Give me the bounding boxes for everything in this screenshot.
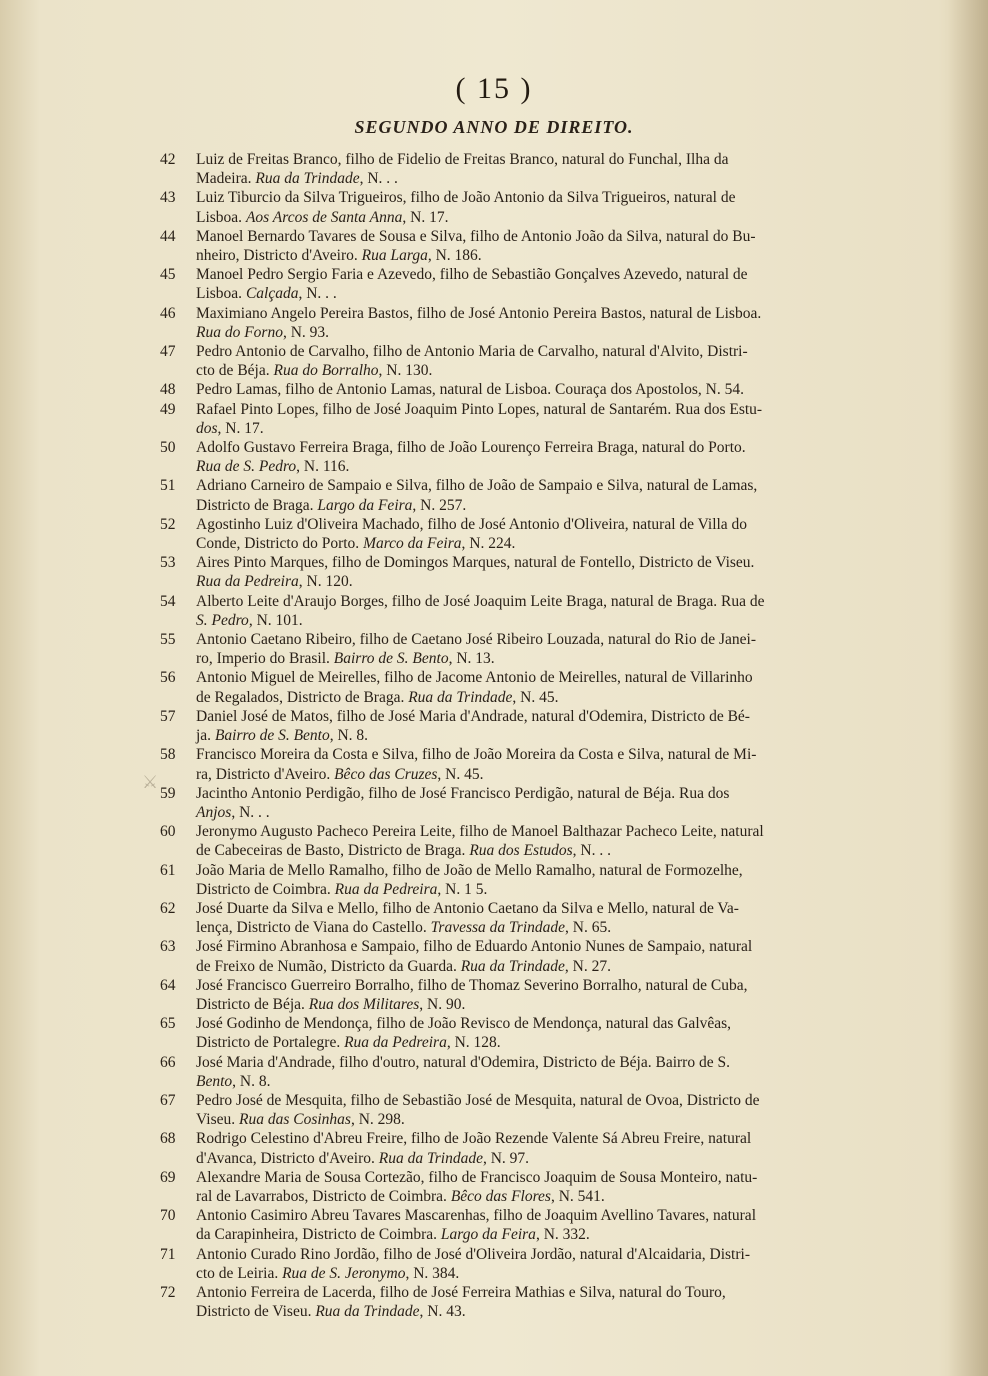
- entry-address: Rua de S. Jeronymo: [282, 1264, 406, 1282]
- entry-place: Districto de Viseu.: [196, 1303, 316, 1321]
- entry-number: 48: [160, 381, 176, 399]
- entry-text: [196, 1129, 860, 1167]
- entry-address: Aos Arcos de Santa Anna: [245, 208, 403, 226]
- entry-text: [196, 1245, 860, 1283]
- entry-address: Rua da Pedreira: [334, 880, 438, 898]
- entry-house-number: , N. 17.: [402, 208, 449, 226]
- list-item: [160, 553, 860, 591]
- entry-line-2: [196, 918, 860, 937]
- entry-number: 67: [160, 1091, 176, 1109]
- entry-number: 58: [160, 746, 176, 764]
- entry-text: [196, 265, 860, 303]
- list-item: [160, 822, 860, 860]
- entry-number: 72: [160, 1283, 176, 1301]
- entry-line-2: [196, 284, 860, 303]
- entry-line-1: Antonio Caetano Ribeiro, filho de Caetano José Ribeiro Louzada, natural do Rio de Janei-: [196, 631, 757, 649]
- entry-place: de Regalados, Districto de Braga.: [196, 688, 409, 706]
- entry-place: nheiro, Districto d'Aveiro.: [196, 247, 362, 265]
- entry-number: 60: [160, 823, 176, 841]
- list-item: [160, 380, 860, 399]
- entry-line-2: [196, 995, 860, 1014]
- student-list: [160, 150, 860, 1321]
- entry-text: [196, 822, 860, 860]
- entry-house-number: , N. . .: [298, 285, 337, 303]
- entry-address: Rua dos Estudos: [469, 842, 573, 860]
- entry-address: dos: [196, 419, 218, 437]
- entry-text: [196, 1014, 860, 1052]
- entry-address: Rua da Pedreira: [344, 1034, 447, 1052]
- entry-house-number: , N. . .: [572, 842, 611, 860]
- entry-place: cto de Leiria.: [196, 1264, 283, 1282]
- entry-number: 47: [160, 343, 176, 361]
- entry-place: Lisboa.: [196, 285, 246, 303]
- entry-line-2: [196, 1225, 860, 1244]
- entry-place: Conde, Districto do Porto.: [196, 535, 364, 553]
- entry-house-number: , N. 27.: [564, 957, 611, 975]
- entry-line-1: José Duarte da Silva e Mello, filho de Antonio Caetano da Silva e Mello, natural de Va-: [196, 899, 739, 917]
- entry-house-number: , N. 224.: [461, 535, 516, 553]
- list-item: [160, 265, 860, 303]
- entry-house-number: , N. 43.: [419, 1303, 466, 1321]
- entry-line-1: Agostinho Luiz d'Oliveira Machado, filho de José Antonio d'Oliveira, natural de Villa do: [196, 515, 748, 533]
- entry-line-2: [196, 649, 860, 668]
- entry-number: 70: [160, 1207, 176, 1225]
- list-item: [160, 342, 860, 380]
- entry-number: 55: [160, 631, 176, 649]
- entry-place: lença, Districto de Viana do Castello.: [196, 919, 431, 937]
- entry-house-number: , N. 97.: [482, 1149, 530, 1167]
- entry-address: Rua do Borralho: [273, 362, 379, 380]
- entry-text: [196, 861, 860, 899]
- list-item: [160, 861, 860, 899]
- entry-address: Rua Larga: [361, 247, 428, 265]
- entry-text: [196, 553, 860, 591]
- list-item: [160, 400, 860, 438]
- entry-address: Anjos: [196, 803, 232, 821]
- entry-number: 54: [160, 592, 176, 610]
- entry-number: 68: [160, 1130, 176, 1148]
- entry-line-1: Antonio Curado Rino Jordão, filho de José d'Oliveira Jordão, natural d'Alcaidaria, Distri-: [196, 1245, 750, 1263]
- entry-address: S. Pedro: [196, 611, 249, 629]
- entry-house-number: , N. 8.: [232, 1072, 271, 1090]
- entry-place: Districto de Coimbra.: [196, 880, 335, 898]
- entry-place: de Cabeceiras de Basto, Districto de Braga.: [196, 842, 470, 860]
- list-item: [160, 1053, 860, 1091]
- entry-line-2: [196, 323, 860, 342]
- list-item: [160, 1014, 860, 1052]
- entry-line-2: [196, 496, 860, 515]
- list-item: [160, 438, 860, 476]
- entry-address: Rua da Trindade: [378, 1149, 483, 1167]
- entry-line-1: Alexandre Maria de Sousa Cortezão, filho de Francisco Joaquim de Sousa Monteiro, natu-: [196, 1168, 758, 1186]
- margin-pencil-mark: ⚔: [142, 772, 159, 792]
- entry-house-number: , N. 65.: [565, 919, 612, 937]
- entry-line-1: Manoel Pedro Sergio Faria e Azevedo, filho de Sebastião Gonçalves Azevedo, natural de: [196, 266, 748, 284]
- entry-number: 43: [160, 189, 176, 207]
- entry-place: ra, Districto d'Aveiro.: [196, 765, 335, 783]
- entry-line-1: Antonio Miguel de Meirelles, filho de Jacome Antonio de Meirelles, natural de Villarinho: [196, 669, 753, 687]
- entry-address: Calçada: [245, 285, 299, 303]
- entry-number: 42: [160, 151, 176, 168]
- entry-address: Bêco das Flores: [450, 1187, 551, 1205]
- entry-address: Rua de S. Pedro: [196, 458, 297, 476]
- entry-place: da Carapinheira, Districto de Coimbra.: [196, 1226, 441, 1244]
- entry-text: [196, 400, 860, 438]
- entry-number: 65: [160, 1015, 176, 1033]
- entry-number: 45: [160, 266, 176, 284]
- entry-house-number: , N. 45.: [512, 688, 559, 706]
- entry-line-1: Maximiano Angelo Pereira Bastos, filho de José Antonio Pereira Bastos, natural de Lisboa.: [196, 304, 762, 322]
- entry-text: [196, 668, 860, 706]
- entry-place: Districto de Portalegre.: [196, 1034, 345, 1052]
- entry-address: Travessa da Trindade: [430, 919, 566, 937]
- list-item: [160, 1206, 860, 1244]
- entry-text: [196, 1053, 860, 1091]
- list-item: [160, 476, 860, 514]
- entry-line-1: Pedro Antonio de Carvalho, filho de Antonio Maria de Carvalho, natural d'Alvito, Distri-: [196, 343, 748, 361]
- entry-address: Rua da Trindade: [460, 957, 565, 975]
- entry-line-2: [196, 169, 860, 188]
- entry-number: 61: [160, 861, 176, 879]
- entry-line-2: [196, 880, 860, 899]
- entry-text: [196, 380, 860, 399]
- page-edge-shadow: [948, 0, 988, 1376]
- list-item: [160, 1245, 860, 1283]
- entry-house-number: , N. 384.: [405, 1264, 460, 1282]
- entry-house-number: , N. 90.: [419, 995, 466, 1013]
- entry-number: 44: [160, 227, 176, 245]
- entry-number: 56: [160, 669, 176, 687]
- entry-line-1: Adriano Carneiro de Sampaio e Silva, filho de João de Sampaio e Silva, natural de Lamas,: [196, 477, 758, 495]
- entry-line-1: José Firmino Abranhosa e Sampaio, filho de Eduardo Antonio Nunes de Sampaio, natural: [196, 938, 753, 956]
- entry-line-1: Francisco Moreira da Costa e Silva, filho de João Moreira da Costa e Silva, natural de Mi-: [196, 746, 757, 764]
- list-item: [160, 1091, 860, 1129]
- entry-text: [196, 745, 860, 783]
- list-item: [160, 630, 860, 668]
- entry-address: Largo da Feira: [440, 1226, 536, 1244]
- entry-address: Rua da Pedreira: [196, 573, 299, 591]
- entry-line-1: Antonio Ferreira de Lacerda, filho de José Ferreira Mathias e Silva, natural do Touro,: [196, 1283, 726, 1301]
- entry-house-number: , N. 1 5.: [437, 880, 488, 898]
- entry-line-1: José Godinho de Mendonça, filho de João Revisco de Mendonça, natural das Galvêas,: [196, 1015, 732, 1033]
- entry-line-2: [196, 611, 860, 630]
- entry-line-2: [196, 726, 860, 745]
- entry-line-2: [196, 572, 860, 591]
- entry-line-1: Luiz Tiburcio da Silva Trigueiros, filho de João Antonio da Silva Trigueiros, natural de: [196, 189, 736, 207]
- entry-place: Districto de Béja.: [196, 995, 309, 1013]
- entry-text: [196, 592, 860, 630]
- entry-house-number: , N. 116.: [296, 458, 350, 476]
- entry-line-1: Rafael Pinto Lopes, filho de José Joaquim Pinto Lopes, natural de Santarém. Rua dos Estu-: [196, 400, 763, 418]
- entry-line-2: [196, 457, 860, 476]
- entry-place: Lisboa.: [196, 208, 246, 226]
- list-item: [160, 1168, 860, 1206]
- entry-house-number: , N. 332.: [535, 1226, 590, 1244]
- entry-house-number: , N. 13.: [448, 650, 495, 668]
- entry-number: 57: [160, 707, 176, 725]
- entry-line-2: [196, 419, 860, 438]
- entry-house-number: , N. . .: [231, 803, 270, 821]
- entry-address: Rua das Cosinhas: [238, 1111, 351, 1129]
- entry-place: de Freixo de Numão, Districto da Guarda.: [196, 957, 461, 975]
- entry-text: [196, 150, 860, 188]
- entry-line-1: Alberto Leite d'Araujo Borges, filho de José Joaquim Leite Braga, natural de Braga. Rua de: [196, 592, 765, 610]
- entry-house-number: , N. 130.: [378, 362, 433, 380]
- entry-line-2: [196, 803, 860, 822]
- entry-text: [196, 342, 860, 380]
- entry-house-number: , N. 298.: [350, 1111, 405, 1129]
- list-item: [160, 976, 860, 1014]
- entry-number: 66: [160, 1053, 176, 1071]
- entry-line-1: Adolfo Gustavo Ferreira Braga, filho de João Lourenço Ferreira Braga, natural do Porto.: [196, 439, 746, 457]
- entry-text: [196, 188, 860, 226]
- section-title: SEGUNDO ANNO DE DIREITO.: [354, 117, 634, 137]
- entry-address: Largo da Feira: [317, 496, 413, 514]
- entry-address: Bairro de S. Bento: [214, 727, 330, 745]
- entry-text: [196, 707, 860, 745]
- entry-address: Bento: [196, 1072, 233, 1090]
- entry-line-2: [196, 1149, 860, 1168]
- entry-place: ral de Lavarrabos, Districto de Coimbra.: [196, 1187, 451, 1205]
- entry-line-2: [196, 1302, 860, 1321]
- entry-text: [196, 515, 860, 553]
- entry-number: 51: [160, 477, 176, 495]
- entry-line-2: [196, 1110, 860, 1129]
- entry-place: Viseu.: [196, 1111, 239, 1129]
- entry-text: [196, 1091, 860, 1129]
- entry-text: [196, 1168, 860, 1206]
- entry-text: [196, 227, 860, 265]
- entry-house-number: , N. 257.: [412, 496, 467, 514]
- entry-text: [196, 784, 860, 822]
- entry-house-number: , N. 120.: [298, 573, 353, 591]
- entry-line-2: [196, 688, 860, 707]
- entry-line-1: José Francisco Guerreiro Borralho, filho de Thomaz Severino Borralho, natural de Cuba,: [196, 976, 748, 994]
- list-item: [160, 668, 860, 706]
- entry-number: 71: [160, 1245, 176, 1263]
- list-item: [160, 188, 860, 226]
- entry-house-number: , N. 541.: [550, 1187, 605, 1205]
- entry-line-1: Jeronymo Augusto Pacheco Pereira Leite, filho de Manoel Balthazar Pacheco Leite, natural: [196, 823, 764, 841]
- entry-line-2: [196, 957, 860, 976]
- entry-number: 50: [160, 439, 176, 457]
- entry-house-number: , N. . .: [359, 170, 398, 188]
- entry-line-1: Pedro Lamas, filho de Antonio Lamas, natural de Lisboa. Couraça dos Apostolos, N. 54.: [196, 381, 745, 399]
- entry-house-number: , N. 186.: [427, 247, 482, 265]
- entry-house-number: , N. 8.: [329, 727, 369, 745]
- entry-text: [196, 1283, 860, 1321]
- entry-house-number: , N. 128.: [446, 1034, 501, 1052]
- entry-address: Rua da Trindade: [408, 688, 513, 706]
- entry-line-2: [196, 1187, 860, 1206]
- entry-text: [196, 630, 860, 668]
- entry-text: [196, 937, 860, 975]
- entry-line-1: Manoel Bernardo Tavares de Sousa e Silva, filho de Antonio João da Silva, natural do Bu-: [196, 227, 756, 245]
- entry-address: Bêco das Cruzes: [334, 765, 438, 783]
- entry-line-1: José Maria d'Andrade, filho d'outro, natural d'Odemira, Districto de Béja. Bairro de S.: [196, 1053, 730, 1071]
- entry-place: Madeira.: [196, 170, 256, 188]
- entry-address: Rua do Forno: [196, 323, 283, 341]
- entry-number: 52: [160, 515, 176, 533]
- entry-text: [196, 476, 860, 514]
- list-item: [160, 1129, 860, 1167]
- list-item: [160, 150, 860, 188]
- entry-line-2: [196, 841, 860, 860]
- entry-line-2: [196, 765, 860, 784]
- entry-number: 69: [160, 1168, 176, 1186]
- entry-line-2: [196, 534, 860, 553]
- entry-line-1: Rodrigo Celestino d'Abreu Freire, filho de João Rezende Valente Sá Abreu Freire, natural: [196, 1130, 752, 1148]
- entry-number: 49: [160, 400, 176, 418]
- entry-line-1: Luiz de Freitas Branco, filho de Fidelio de Freitas Branco, natural do Funchal, Ilha da: [196, 151, 729, 168]
- list-item: [160, 515, 860, 553]
- entry-place: ja.: [196, 727, 215, 745]
- entry-place: ro, Imperio do Brasil.: [196, 650, 334, 668]
- entry-line-2: [196, 1072, 860, 1091]
- entry-house-number: , N. 17.: [217, 419, 264, 437]
- entry-line-2: [196, 208, 860, 227]
- entry-text: [196, 438, 860, 476]
- entry-address: Rua dos Militares: [308, 995, 420, 1013]
- list-item: [160, 937, 860, 975]
- list-item: [160, 592, 860, 630]
- list-item: [160, 1283, 860, 1321]
- entry-line-2: [196, 361, 860, 380]
- entry-number: 46: [160, 304, 176, 322]
- entry-number: 53: [160, 554, 176, 572]
- list-item: [160, 227, 860, 265]
- list-item: [160, 745, 860, 783]
- entry-line-2: [196, 246, 860, 265]
- entry-text: [196, 1206, 860, 1244]
- list-item: [160, 707, 860, 745]
- list-item: [160, 784, 860, 822]
- entry-house-number: , N. 93.: [282, 323, 330, 341]
- entry-number: 62: [160, 899, 176, 917]
- entry-text: [196, 899, 860, 937]
- entry-line-1: Aires Pinto Marques, filho de Domingos Marques, natural de Fontello, Districto de Viseu.: [196, 554, 755, 572]
- entry-line-1: Jacintho Antonio Perdigão, filho de José Francisco Perdigão, natural de Béja. Rua dos: [196, 784, 730, 802]
- entry-line-2: [196, 1264, 860, 1283]
- entry-line-1: João Maria de Mello Ramalho, filho de João de Mello Ramalho, natural de Formozelhe,: [196, 861, 743, 879]
- entry-line-1: Antonio Casimiro Abreu Tavares Mascarenhas, filho de Joaquim Avellino Tavares, natural: [196, 1207, 756, 1225]
- list-item: [160, 304, 860, 342]
- entry-number: 64: [160, 976, 176, 994]
- entry-number: 63: [160, 938, 176, 956]
- entry-address: Rua da Trindade: [315, 1303, 420, 1321]
- entry-line-1: Daniel José de Matos, filho de José Maria d'Andrade, natural d'Odemira, Districto de Bé-: [196, 707, 750, 725]
- entry-number: 59: [160, 784, 176, 802]
- entry-place: cto de Béja.: [196, 362, 274, 380]
- entry-house-number: , N. 45.: [437, 765, 484, 783]
- entry-line-2: [196, 1033, 860, 1052]
- list-item: [160, 899, 860, 937]
- entry-address: Rua da Trindade: [255, 170, 360, 188]
- page-number: ( 15 ): [455, 72, 533, 105]
- entry-text: [196, 976, 860, 1014]
- entry-address: Bairro de S. Bento: [333, 650, 449, 668]
- entry-line-1: Pedro José de Mesquita, filho de Sebastião José de Mesquita, natural de Ovoa, Districto de: [196, 1091, 760, 1109]
- entry-address: Marco da Feira: [363, 535, 462, 553]
- entry-text: [196, 304, 860, 342]
- entry-house-number: , N. 101.: [248, 611, 303, 629]
- entry-place: Districto de Braga.: [196, 496, 318, 514]
- entry-place: d'Avanca, Districto d'Aveiro.: [196, 1149, 379, 1167]
